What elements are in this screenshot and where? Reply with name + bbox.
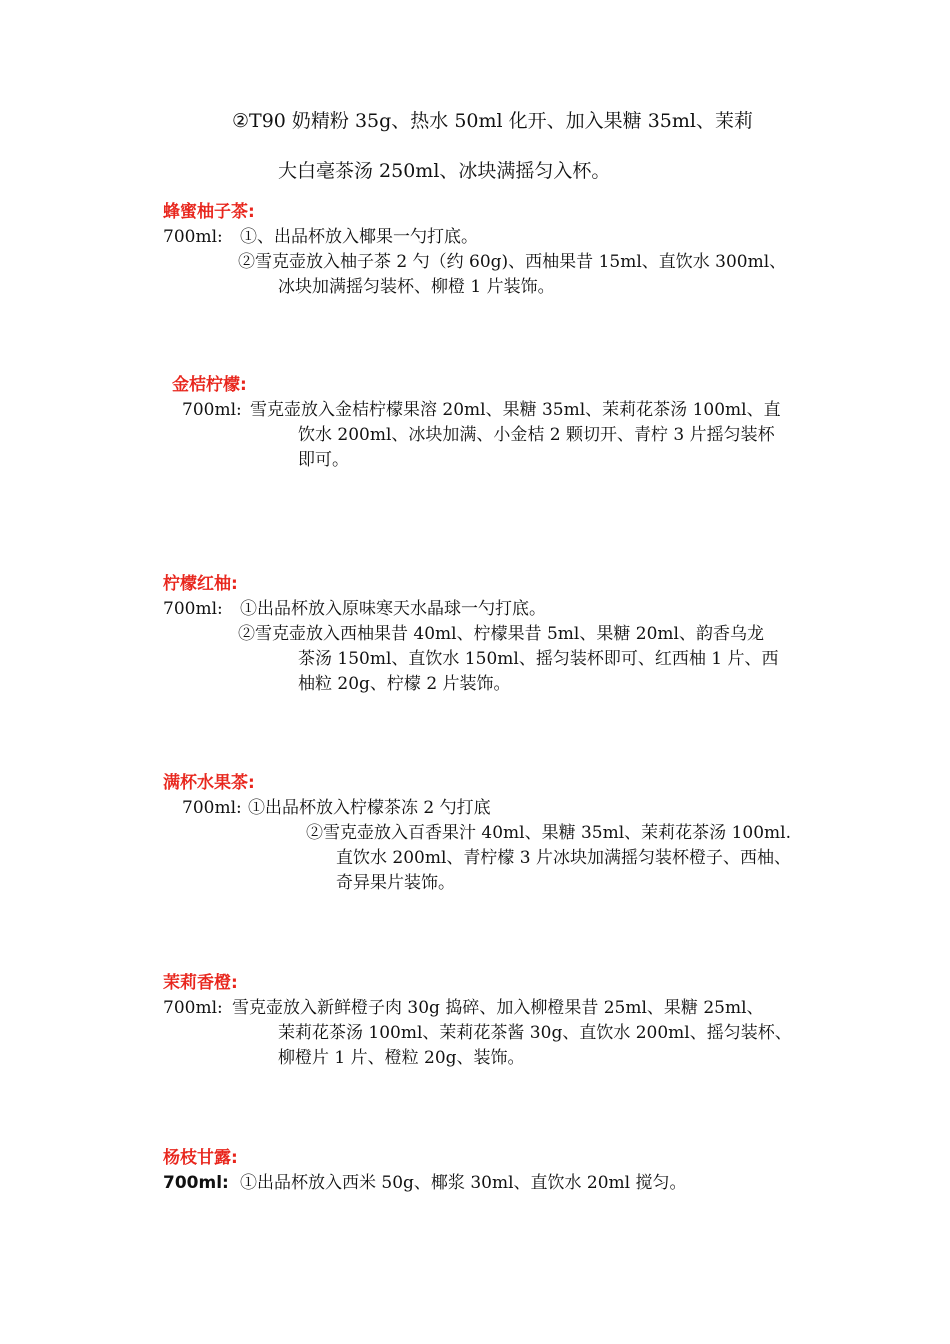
recipe-line: 奇异果片装饰。	[336, 873, 455, 893]
recipe-title: 茉莉香橙:	[163, 973, 238, 993]
recipe-title: 柠檬红柚:	[163, 574, 238, 594]
recipe-size: 700ml:	[163, 1173, 229, 1193]
recipe-line: 柚粒 20g、柠檬 2 片装饰。	[298, 674, 511, 694]
recipe-line: 柳橙片 1 片、橙粒 20g、装饰。	[278, 1048, 525, 1068]
recipe-line: 冰块加满摇匀装杯、柳橙 1 片装饰。	[278, 277, 555, 297]
recipe-size: 700ml:	[182, 798, 242, 818]
recipe-title: 杨枝甘露:	[163, 1148, 238, 1168]
recipe-line: 直饮水 200ml、青柠檬 3 片冰块加满摇匀装杯橙子、西柚、	[336, 848, 792, 868]
recipe-line: ①出品杯放入原味寒天水晶球一勺打底。	[240, 599, 546, 619]
recipe-line: ①出品杯放入柠檬茶冻 2 勺打底	[248, 798, 491, 818]
recipe-size: 700ml:	[163, 599, 223, 619]
recipe-size: 700ml:	[163, 227, 223, 247]
recipe-line: 雪克壶放入金桔柠檬果溶 20ml、果糖 35ml、茉莉花茶汤 100ml、直	[250, 400, 781, 420]
recipe-line: 饮水 200ml、冰块加满、小金桔 2 颗切开、青柠 3 片摇匀装杯	[298, 425, 775, 445]
recipe-line: ①、出品杯放入椰果一勺打底。	[240, 227, 478, 247]
recipe-line: 即可。	[298, 450, 349, 470]
recipe-title: 金桔柠檬:	[172, 375, 247, 395]
recipe-size: 700ml:	[163, 998, 223, 1018]
recipe-line: ②雪克壶放入西柚果昔 40ml、柠檬果昔 5ml、果糖 20ml、韵香乌龙	[238, 624, 764, 644]
recipe-line: ①出品杯放入西米 50g、椰浆 30ml、直饮水 20ml 搅匀。	[240, 1173, 687, 1193]
recipe-line: ②雪克壶放入柚子茶 2 勺（约 60g)、西柚果昔 15ml、直饮水 300ml、	[238, 252, 787, 272]
recipe-title: 满杯水果茶:	[163, 773, 255, 793]
recipe-title: 蜂蜜柚子茶:	[163, 202, 255, 222]
recipe-size: 700ml:	[182, 400, 242, 420]
recipe-line: 雪克壶放入新鲜橙子肉 30g 捣碎、加入柳橙果昔 25ml、果糖 25ml、	[232, 998, 764, 1018]
recipe-line: 茶汤 150ml、直饮水 150ml、摇匀装杯即可、红西柚 1 片、西	[298, 649, 779, 669]
intro-line-1: ②T90 奶精粉 35g、热水 50ml 化开、加入果糖 35ml、茉莉	[232, 110, 753, 132]
recipe-line: ②雪克壶放入百香果汁 40ml、果糖 35ml、茉莉花茶汤 100ml.	[306, 823, 791, 843]
intro-line-2: 大白毫茶汤 250ml、冰块满摇匀入杯。	[278, 160, 611, 182]
recipe-line: 茉莉花茶汤 100ml、茉莉花茶酱 30g、直饮水 200ml、摇匀装杯、	[278, 1023, 792, 1043]
